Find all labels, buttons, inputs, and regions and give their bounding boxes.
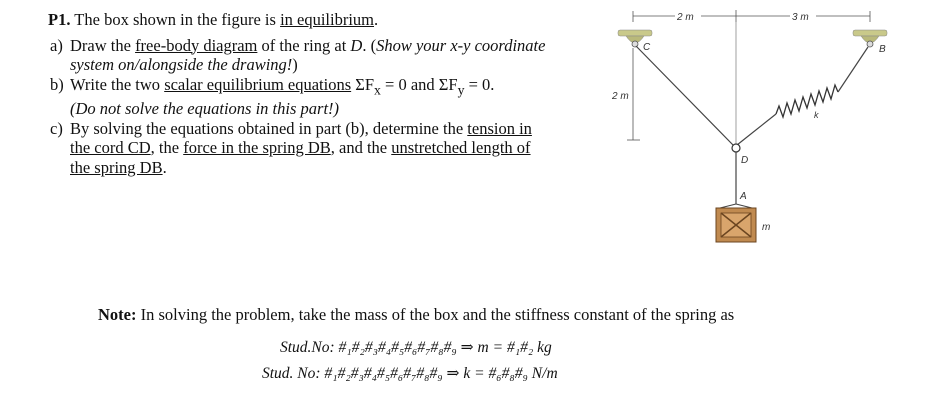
mass-formula: Stud.No: #₁#₂#₃#₄#₅#₆#₇#₈#₉ ⇒ m = #₁#₂ kg [280, 339, 552, 356]
box-sling-left [720, 204, 736, 208]
part-a-label: a) [50, 35, 63, 55]
part-c-line2: the cord CD, the force in the spring DB, and the unstretched length of [70, 138, 531, 158]
label-k: k [814, 110, 819, 120]
scalar-equations-term: scalar equilibrium equations [164, 74, 352, 94]
problem-number: P1. [48, 10, 71, 29]
dimension-top [633, 10, 870, 22]
cord-cd [636, 46, 734, 146]
spring-db-upper [838, 47, 868, 92]
dim-3m-top: 3 m [792, 12, 809, 23]
intro-equilibrium: in equilibrium [280, 10, 375, 29]
label-d: D [741, 155, 749, 166]
box-m [716, 208, 756, 242]
label-a: A [740, 191, 747, 202]
spring-db-lower [737, 114, 776, 145]
part-a-line2: system on/alongside the drawing!) [70, 55, 298, 74]
intro-period: . [374, 10, 379, 29]
note-text: In solving the problem, take the mass of the box and the stiffness constant of the spring as [136, 305, 735, 324]
note [98, 305, 734, 325]
dim-2m-top: 2 m [677, 12, 694, 23]
part-c-label: c) [50, 118, 63, 138]
dim-2m-left: 2 m [612, 91, 629, 102]
ring-d [732, 144, 740, 152]
fbd-term: free-body diagram [135, 35, 258, 55]
note-label: Note: [98, 305, 137, 324]
part-b-label: b) [50, 74, 64, 94]
box-sling-right [736, 204, 752, 208]
label-b: B [879, 44, 886, 55]
part-c-line1: By solving the equations obtained in part (b), determine the tension in [70, 118, 532, 138]
part-a-line1: Draw the free-body diagram of the ring at D. (Show your x-y coordinate [70, 35, 546, 55]
spring-db-coil [776, 85, 838, 117]
part-b-line1: Write the two scalar equilibrium equations $\Sigma F_x = 0$ and $\Sigma F_y = 0$. [70, 74, 495, 97]
part-b-line2: (Do not solve the equations in this part!) [70, 99, 340, 119]
stiffness-formula: Stud. No: #₁#₂#₃#₄#₅#₆#₇#₈#₉ ⇒ k = #₆#₈#₉ N/m [262, 365, 558, 382]
intro-text: The box shown in the figure is [74, 10, 281, 29]
label-m: m [762, 222, 771, 233]
label-c: C [643, 42, 651, 53]
part-c-line3: the spring DB. [70, 157, 167, 177]
